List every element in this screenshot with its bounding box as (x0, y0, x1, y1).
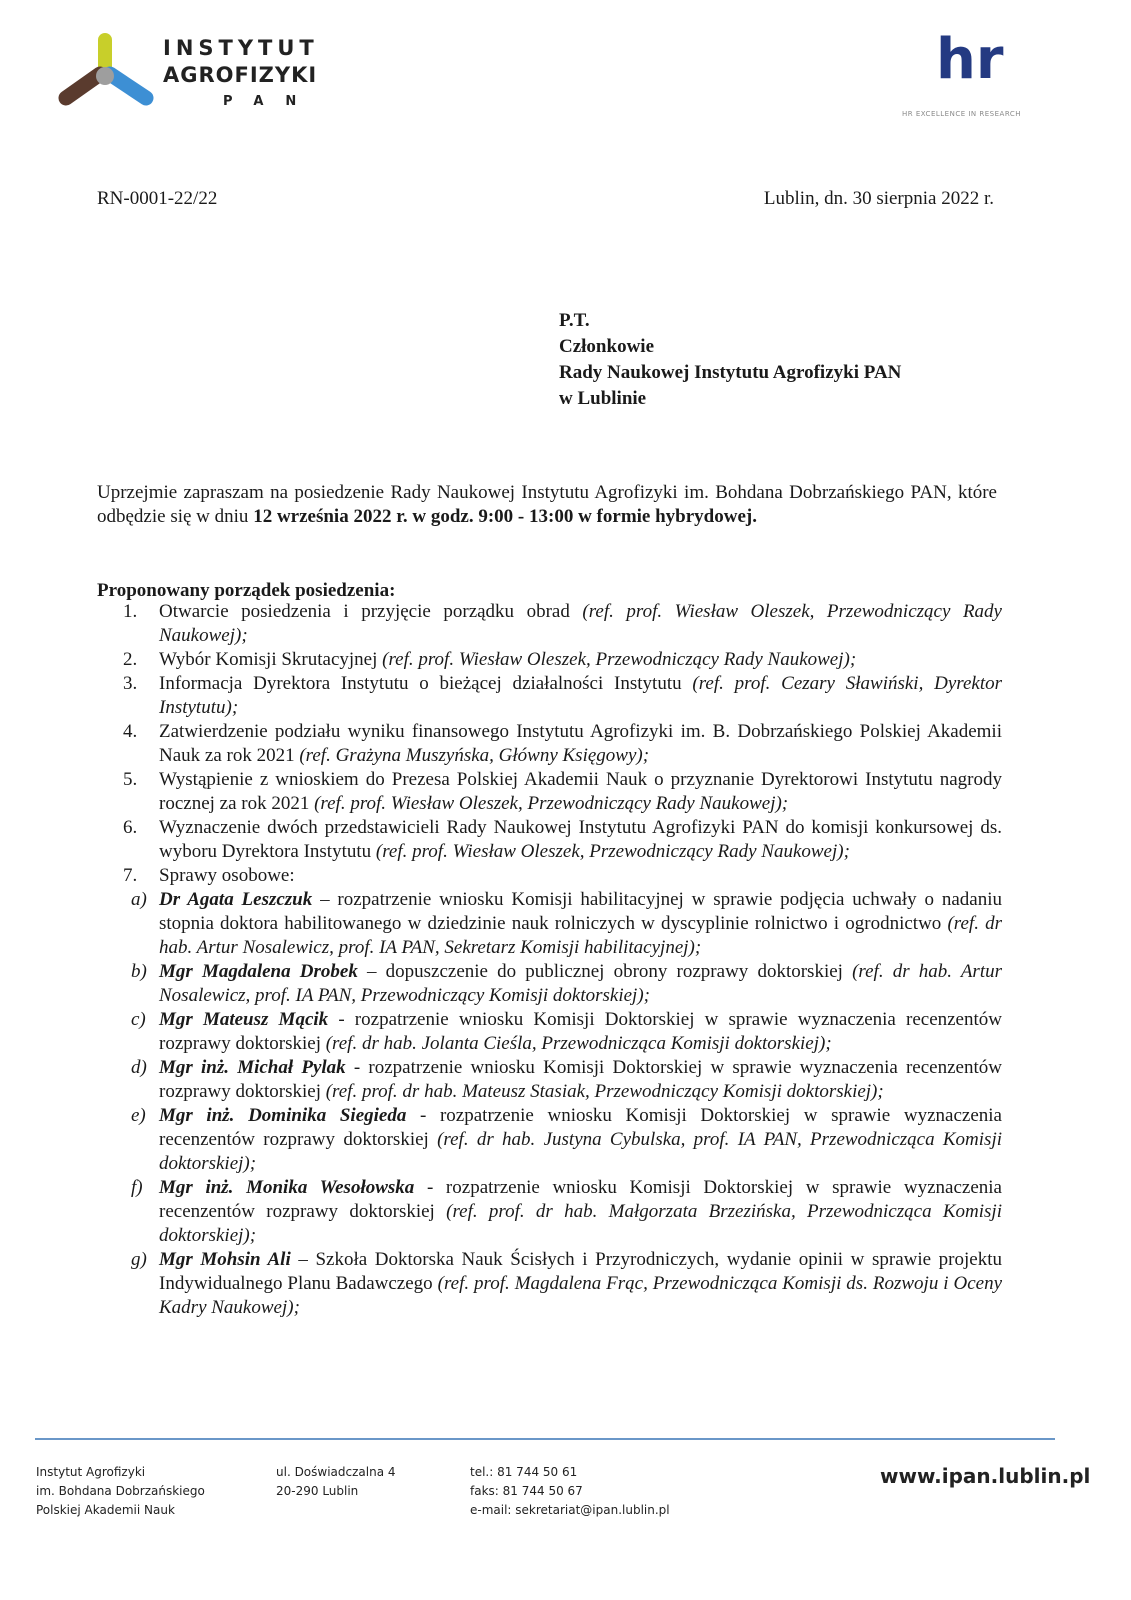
agenda-item-text: Sprawy osobowe: (159, 865, 295, 886)
agenda-subitem-ref: (ref. prof. dr hab. Mateusz Stasiak, Przewodniczący Komisji doktorskiej); (325, 1081, 884, 1102)
addressee-line: w Lublinie (559, 388, 647, 409)
agenda-subitem-ref: (ref. prof. Magdalena Frąc, Przewodnicząca Komisji ds. Rozwoju i Oceny Kadry Naukowej); (159, 1273, 1003, 1318)
footer-fax: faks: 81 744 50 67 (470, 1484, 583, 1498)
agenda-item-ref: (ref. prof. Wiesław Oleszek, Przewodniczący Rady Naukowej); (375, 841, 850, 862)
agenda-subitem (97, 1176, 1002, 1248)
logo-line-3: PAN (223, 94, 319, 109)
agenda-item-text: Otwarcie posiedzenia i przyjęcie porządku obrad (159, 601, 583, 622)
agenda-subitem-text: - rozpatrzenie wniosku Komisji Doktorskiej w sprawie wyznaczenia recenzentów rozprawy doktorskiej (159, 1057, 1002, 1102)
agenda-subitem-letter: b) (131, 961, 147, 982)
agenda-item (97, 864, 1002, 888)
agenda-subitem (97, 1056, 1002, 1104)
propeller-logo-icon (58, 32, 158, 112)
agenda-item-number: 7. (123, 865, 138, 886)
footer-website-link[interactable]: www.ipan.lublin.pl (880, 1464, 1091, 1488)
agenda-subitem-text: - rozpatrzenie wniosku Komisji Doktorskiej w sprawie wyznaczenia recenzentów rozprawy doktorskiej (159, 1177, 1002, 1222)
agenda-item-text: Wyznaczenie dwóch przedstawicieli Rady Naukowej Instytutu Agrofizyki PAN do komisji konkursowej ds. wyboru Dyrektora Instytutu (159, 817, 1002, 862)
invitation-text: Uprzejmie zapraszam na posiedzenie Rady Naukowej Instytutu Agrofizyki im. Bohdana Dobrzańskiego PAN, które odbędzie się w dniu (97, 482, 997, 527)
footer-line: im. Bohdana Dobrzańskiego (36, 1484, 205, 1498)
agenda-item-text: Wystąpienie z wnioskiem do Prezesa Polskiej Akademii Nauk o przyznanie Dyrektorowi Instytutu nagrody rocznej za rok 2021 (159, 769, 1002, 814)
agenda-subitem-person: Mgr inż. Dominika Siegieda (159, 1105, 407, 1126)
footer-address (276, 1463, 396, 1501)
agenda-subitem-person: Mgr inż. Michał Pylak (159, 1057, 346, 1078)
agenda-item (97, 672, 1002, 720)
agenda-item-number: 3. (123, 673, 138, 694)
agenda-subitem-letter: d) (131, 1057, 147, 1078)
agenda-item (97, 816, 1002, 864)
agenda-subitem-ref: (ref. dr hab. Justyna Cybulska, prof. IA PAN, Przewodnicząca Komisji doktorskiej); (159, 1129, 1003, 1174)
agenda-subitem-person: Mgr Magdalena Drobek (159, 961, 358, 982)
agenda-subitem-person: Mgr inż. Monika Wesołowska (159, 1177, 415, 1198)
footer-email[interactable]: e-mail: sekretariat@ipan.lublin.pl (470, 1503, 670, 1517)
agenda-item (97, 648, 1002, 672)
agenda-subitem-letter: g) (131, 1249, 147, 1270)
addressee-block (559, 308, 901, 412)
agenda-subitem (97, 888, 1002, 960)
footer-line: 20-290 Lublin (276, 1484, 359, 1498)
agenda-item-number: 2. (123, 649, 138, 670)
footer-divider (35, 1438, 1055, 1440)
agenda-subitem (97, 1008, 1002, 1056)
agenda-subitem-ref: (ref. prof. dr hab. Małgorzata Brzezińska, Przewodnicząca Komisji doktorskiej); (159, 1201, 1002, 1246)
footer-line: Polskiej Akademii Nauk (36, 1503, 175, 1517)
addressee-line: Rady Naukowej Instytutu Agrofizyki PAN (559, 362, 902, 383)
document-reference: RN-0001-22/22 (97, 188, 218, 209)
agenda-item-ref: (ref. prof. Wiesław Oleszek, Przewodniczący Rady Naukowej); (314, 793, 789, 814)
agenda-subitem-text: – Szkoła Doktorska Nauk Ścisłych i Przyrodniczych, wydanie opinii w sprawie projektu Indywidualnego Planu Badawczego (159, 1249, 1003, 1294)
logo-line-1: INSTYTUT (163, 36, 319, 60)
agenda-item-number: 6. (123, 817, 138, 838)
agenda-item (97, 768, 1002, 816)
agenda-subitem-letter: f) (131, 1177, 143, 1198)
agenda-subitem-letter: a) (131, 889, 147, 910)
agenda-item-ref: (ref. prof. Wiesław Oleszek, Przewodniczący Rady Naukowej); (382, 649, 857, 670)
hr-tagline: HR EXCELLENCE IN RESEARCH (902, 110, 1022, 118)
agenda-item-number: 4. (123, 721, 138, 742)
invitation-paragraph (97, 481, 997, 529)
agenda-subitem-text: - rozpatrzenie wniosku Komisji Doktorskiej w sprawie wyznaczenia recenzentów rozprawy doktorskiej (159, 1009, 1002, 1054)
agenda-item-number: 5. (123, 769, 138, 790)
agenda-item-text: Zatwierdzenie podziału wyniku finansowego Instytutu Agrofizyki im. B. Dobrzańskiego Polskiej Akademii Nauk za rok 2021 (159, 721, 1002, 766)
agenda-subitem-text: – rozpatrzenie wniosku Komisji habilitacyjnej w sprawie podjęcia uchwały o nadaniu stopnia doktora habilitowanego w dziedzinie nauk rolniczych w dyscyplinie rolnictwo i ogrodnictwo (159, 889, 1002, 934)
institute-logo (58, 32, 358, 112)
logo-line-2: AGROFIZYKI (163, 63, 318, 87)
agenda-subitem-text: - rozpatrzenie wniosku Komisji Doktorskiej w sprawie wyznaczenia recenzentów rozprawy doktorskiej (159, 1105, 1002, 1150)
agenda-subitem-letter: e) (131, 1105, 146, 1126)
meeting-date-time: 12 września 2022 r. w godz. 9:00 - 13:00 w formie hybrydowej. (253, 506, 757, 527)
agenda-item-ref: (ref. Grażyna Muszyńska, Główny Księgowy); (299, 745, 650, 766)
agenda-subitem-person: Mgr Mateusz Mącik (159, 1009, 329, 1030)
agenda-item-number: 1. (123, 601, 138, 622)
agenda-subitem (97, 1248, 1002, 1320)
footer-contact (470, 1463, 670, 1520)
agenda-subitem-letter: c) (131, 1009, 146, 1030)
footer-phone: tel.: 81 744 50 61 (470, 1465, 578, 1479)
agenda-subitem-person: Dr Agata Leszczuk (159, 889, 313, 910)
footer-line: Instytut Agrofizyki (36, 1465, 146, 1479)
addressee-line: Członkowie (559, 336, 654, 357)
agenda-subitem-ref: (ref. dr hab. Jolanta Cieśla, Przewodnicząca Komisji doktorskiej); (325, 1033, 832, 1054)
agenda-subitem (97, 1104, 1002, 1176)
addressee-line: P.T. (559, 310, 590, 331)
agenda-item-text: Wybór Komisji Skrutacyjnej (159, 649, 383, 670)
agenda-item-ref: (ref. prof. Cezary Sławiński, Dyrektor Instytutu); (159, 673, 1002, 718)
agenda-item (97, 720, 1002, 768)
hr-mark: hr (936, 27, 1004, 92)
footer-line: ul. Doświadczalna 4 (276, 1465, 396, 1479)
footer-institute (36, 1463, 205, 1520)
hr-excellence-logo (902, 27, 1062, 122)
agenda-title: Proponowany porządek posiedzenia: (97, 580, 396, 601)
agenda-subitem-person: Mgr Mohsin Ali (159, 1249, 291, 1270)
agenda-item (97, 600, 1002, 648)
agenda-list (97, 600, 1002, 1320)
agenda-item-text: Informacja Dyrektora Instytutu o bieżącej działalności Instytutu (159, 673, 693, 694)
agenda-subitem-text: – dopuszczenie do publicznej obrony rozprawy doktorskiej (357, 961, 853, 982)
agenda-item-ref: (ref. prof. Wiesław Oleszek, Przewodniczący Rady Naukowej); (159, 601, 1002, 646)
agenda-subitem-ref: (ref. dr hab. Artur Nosalewicz, prof. IA PAN, Przewodniczący Komisji doktorskiej); (159, 961, 1003, 1006)
agenda-subitem-ref: (ref. dr hab. Artur Nosalewicz, prof. IA PAN, Sekretarz Komisji habilitacyjnej); (159, 913, 1003, 958)
document-date: Lublin, dn. 30 sierpnia 2022 r. (763, 188, 994, 209)
agenda-subitem (97, 960, 1002, 1008)
